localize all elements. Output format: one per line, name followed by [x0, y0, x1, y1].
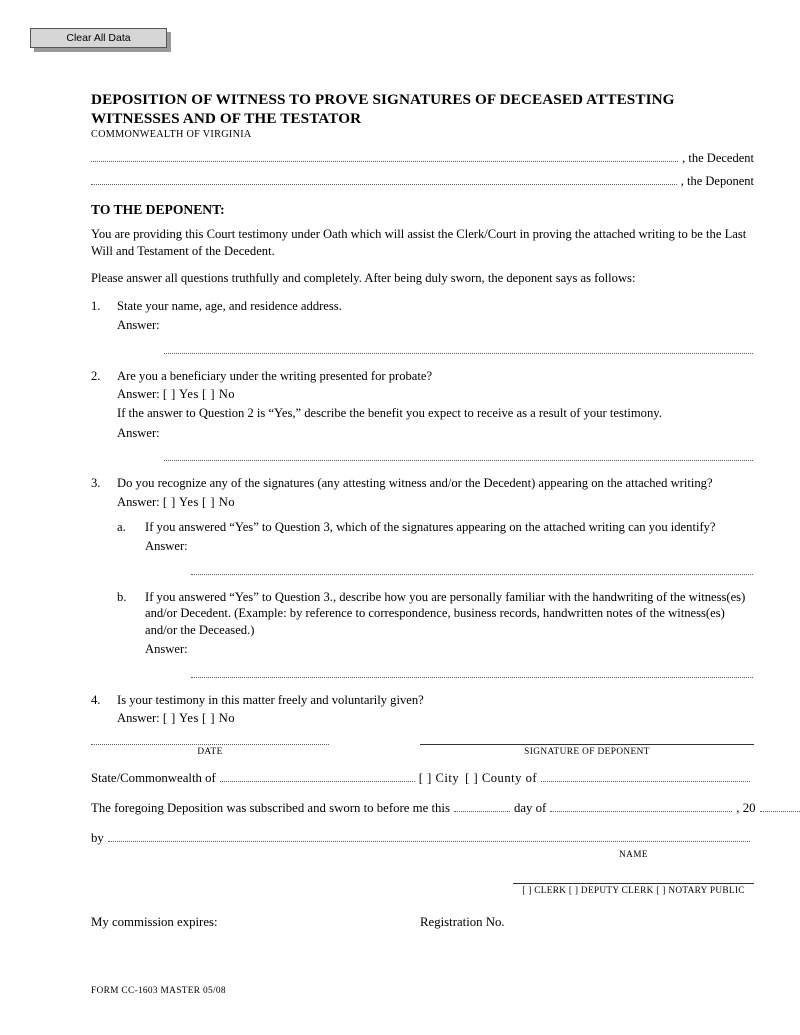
question-3-text: Do you recognize any of the signatures (any attesting witness and/or the Decedent) appearing on the attached writing? — [117, 476, 713, 490]
clerk-signature-line[interactable] — [513, 882, 754, 884]
commission-registration-row — [91, 915, 754, 930]
registration-group — [420, 915, 754, 930]
date-input[interactable] — [91, 743, 329, 745]
sworn-row — [91, 799, 754, 817]
question-3b-number: b. — [117, 589, 127, 604]
question-4-text: Is your testimony in this matter freely and voluntarily given? — [117, 692, 424, 707]
form-content — [91, 90, 754, 930]
registration-label: Registration No. — [420, 915, 505, 929]
clear-all-data-button[interactable]: Clear All Data — [30, 28, 167, 48]
question-3 — [91, 475, 754, 492]
question-3a-number: a. — [117, 519, 126, 534]
by-label: by — [91, 831, 104, 845]
clear-all-data-button-wrapper — [30, 28, 167, 48]
commonwealth-subtitle: COMMONWEALTH OF VIRGINIA — [91, 129, 252, 140]
question-2-followup-text: If the answer to Question 2 is “Yes,” describe the benefit you expect to receive as a result of your testimony. — [117, 406, 662, 420]
question-1-number: 1. — [91, 298, 101, 313]
city-checkbox[interactable]: [ ] City — [418, 771, 460, 785]
question-1-text: State your name, age, and residence address. — [117, 298, 342, 313]
signature-caption: SIGNATURE OF DEPONENT — [524, 747, 650, 757]
deponent-name-input[interactable] — [91, 173, 677, 185]
signature-block — [91, 743, 754, 930]
question-3-yes-checkbox[interactable]: [ ] Yes — [162, 494, 199, 509]
date-caption: DATE — [197, 747, 223, 757]
question-2-text: Are you a beneficiary under the writing presented for probate? — [117, 368, 433, 383]
question-3-answer-label: Answer: — [117, 494, 160, 509]
question-2-yes-checkbox[interactable]: [ ] Yes — [162, 387, 199, 401]
sworn-text: The foregoing Deposition was subscribed and sworn to before me this — [91, 801, 450, 815]
deponent-label: , the Deponent — [680, 174, 754, 188]
by-name-input[interactable] — [108, 829, 750, 842]
day-input[interactable] — [454, 799, 510, 812]
decedent-name-input[interactable] — [91, 150, 678, 162]
year-input[interactable] — [760, 799, 800, 812]
question-3a-text: If you answered “Yes” to Question 3, which of the signatures appearing on the attached writing can you identify? — [145, 519, 716, 534]
date-signature-row — [91, 743, 754, 757]
commission-group — [91, 915, 420, 930]
question-4-answer-row — [91, 711, 754, 726]
question-1 — [91, 298, 754, 315]
question-2-number: 2. — [91, 368, 101, 383]
question-3a — [91, 519, 754, 536]
state-commonwealth-input[interactable] — [220, 769, 415, 782]
to-the-deponent-heading: TO THE DEPONENT: — [91, 202, 225, 217]
question-1-answer-label: Answer: — [117, 318, 160, 332]
question-3-number: 3. — [91, 476, 101, 490]
by-row — [91, 829, 754, 847]
signature-column — [420, 743, 754, 757]
question-3b-text: If you answered “Yes” to Question 3., describe how you are personally familiar with the handwriting of the witness(es) and/or Decedent. (Example: by reference to correspondence, business records, handwritten notes of the witness(es) and/or the Deceased.) — [145, 589, 746, 637]
question-2-answer-row — [91, 387, 754, 402]
question-3-no-checkbox[interactable]: [ ] No — [202, 494, 236, 509]
commission-label: My commission expires: — [91, 915, 218, 929]
question-2 — [91, 368, 754, 385]
instruction-paragraph: Please answer all questions truthfully and completely. After being duly sworn, the deponent says as follows: — [91, 271, 636, 285]
county-checkbox[interactable]: [ ] County of — [465, 771, 538, 785]
name-caption: NAME — [619, 850, 648, 860]
question-2-no-checkbox[interactable]: [ ] No — [202, 387, 236, 401]
month-input[interactable] — [550, 799, 732, 812]
page-title: DEPOSITION OF WITNESS TO PROVE SIGNATURES OF DECEASED ATTESTING WITNESSES AND OF THE TESTATOR — [91, 91, 675, 127]
question-4-yes-checkbox[interactable]: [ ] Yes — [162, 711, 199, 725]
state-commonwealth-label: State/Commonwealth of — [91, 771, 216, 785]
decedent-name-row — [91, 150, 754, 166]
decedent-label: , the Decedent — [682, 151, 754, 165]
year-prefix: , 20 — [736, 801, 756, 815]
question-3b — [91, 589, 754, 639]
day-of-label: day of — [513, 801, 547, 815]
question-3a-answer-label: Answer: — [145, 539, 188, 553]
question-4-answer-label: Answer: — [117, 711, 160, 725]
question-4 — [91, 692, 754, 709]
date-column — [91, 743, 420, 757]
signature-of-deponent-input[interactable] — [420, 743, 754, 745]
clerk-caption[interactable]: [ ] CLERK [ ] DEPUTY CLERK [ ] NOTARY PUBLIC — [522, 886, 745, 896]
question-4-number: 4. — [91, 692, 101, 707]
deponent-name-row — [91, 173, 754, 189]
county-input[interactable] — [541, 769, 750, 782]
question-2-answer-label: Answer: — [117, 387, 160, 401]
question-3-answer-row — [91, 495, 754, 510]
intro-paragraph: You are providing this Court testimony under Oath which will assist the Clerk/Court in proving the attached writing to be the Last Will and Testament of the Decedent. — [91, 227, 747, 258]
question-2-followup-answer-label: Answer: — [117, 425, 160, 440]
form-id: FORM CC-1603 MASTER 05/08 — [91, 986, 226, 996]
state-commonwealth-row — [91, 769, 754, 787]
question-3b-answer-label: Answer: — [145, 642, 188, 656]
question-4-no-checkbox[interactable]: [ ] No — [202, 711, 236, 725]
